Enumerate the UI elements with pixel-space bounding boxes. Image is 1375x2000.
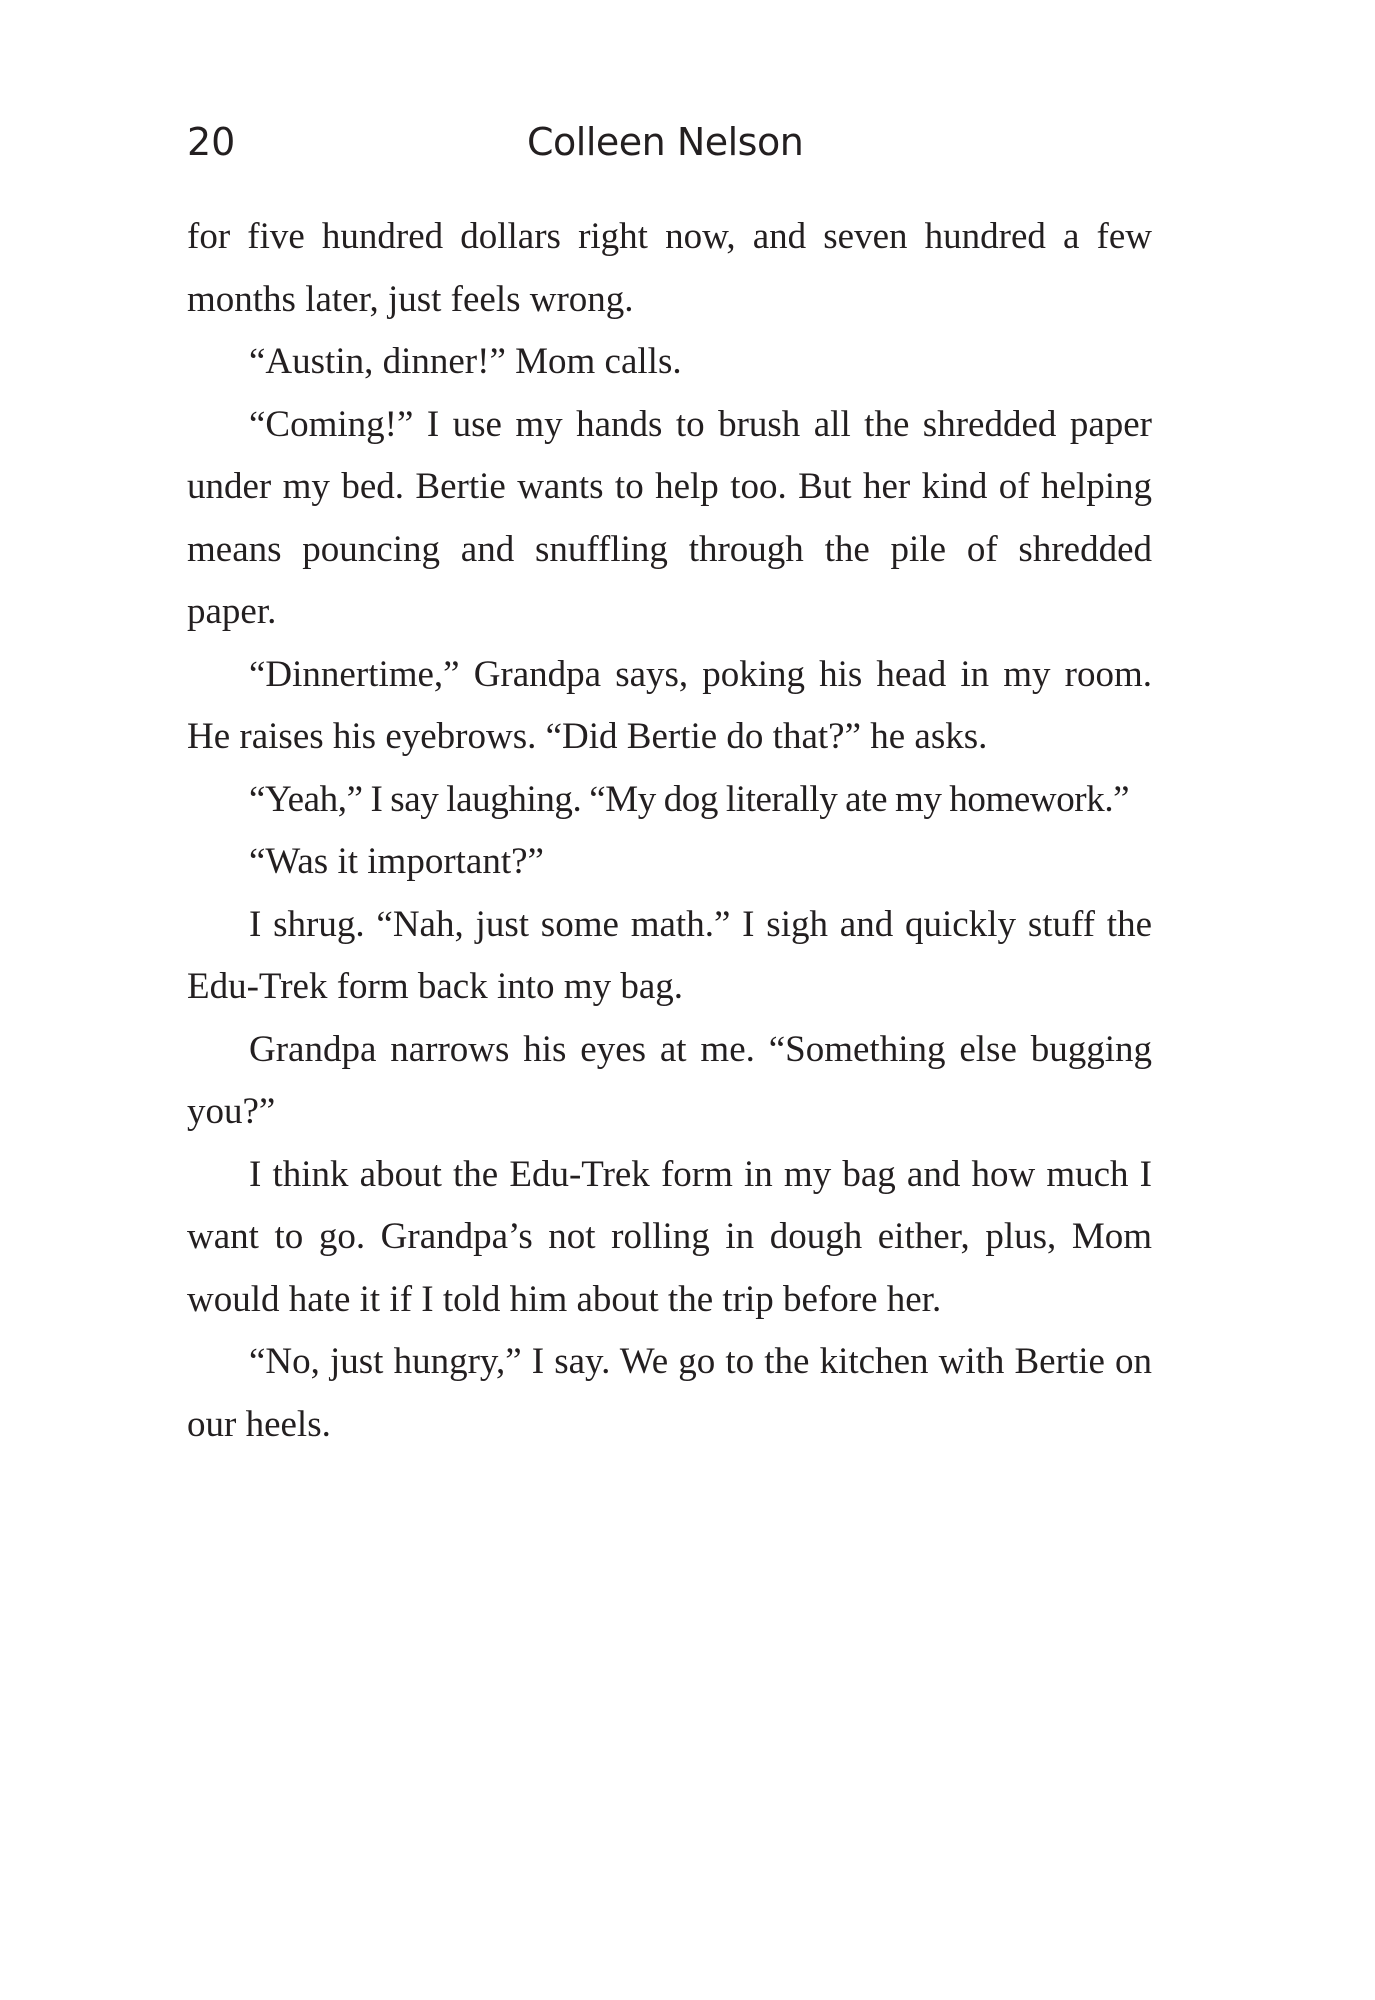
paragraph: “Yeah,” I say laughing. “My dog literally ate my homework.” <box>249 778 1130 820</box>
paragraph: “Dinnertime,” Grandpa says, poking his head in my room. He raises his eyebrows. “Did Bertie do that?” he asks. <box>187 653 1152 757</box>
page-number: 20 <box>187 120 236 164</box>
paragraph: “Austin, dinner!” Mom calls. <box>249 341 682 382</box>
paragraph: I shrug. “Nah, just some math.” I sigh and quickly stuff the Edu-Trek form back into my bag. <box>187 903 1152 1007</box>
paragraph: “Was it important?” <box>249 841 544 882</box>
paragraph: “Coming!” I use my hands to brush all the shredded paper under my bed. Bertie wants to help too. But her kind of helping means pouncing and snuffling through the pile of shredded paper. <box>187 403 1152 632</box>
paragraph: “No, just hungry,” I say. We go to the kitchen with Bertie on our heels. <box>187 1341 1152 1445</box>
paragraph: Grandpa narrows his eyes at me. “Something else bugging you?” <box>187 1028 1152 1132</box>
author-name: Colleen Nelson <box>527 120 804 164</box>
body-text <box>187 206 1152 1456</box>
paragraph: I think about the Edu-Trek form in my bag and how much I want to go. Grandpa’s not rolling in dough either, plus, Mom would hate it if I told him about the trip before her. <box>187 1153 1152 1320</box>
paragraph: for five hundred dollars right now, and seven hundred a few months later, just feels wrong. <box>187 216 1152 320</box>
running-head <box>187 112 1152 172</box>
